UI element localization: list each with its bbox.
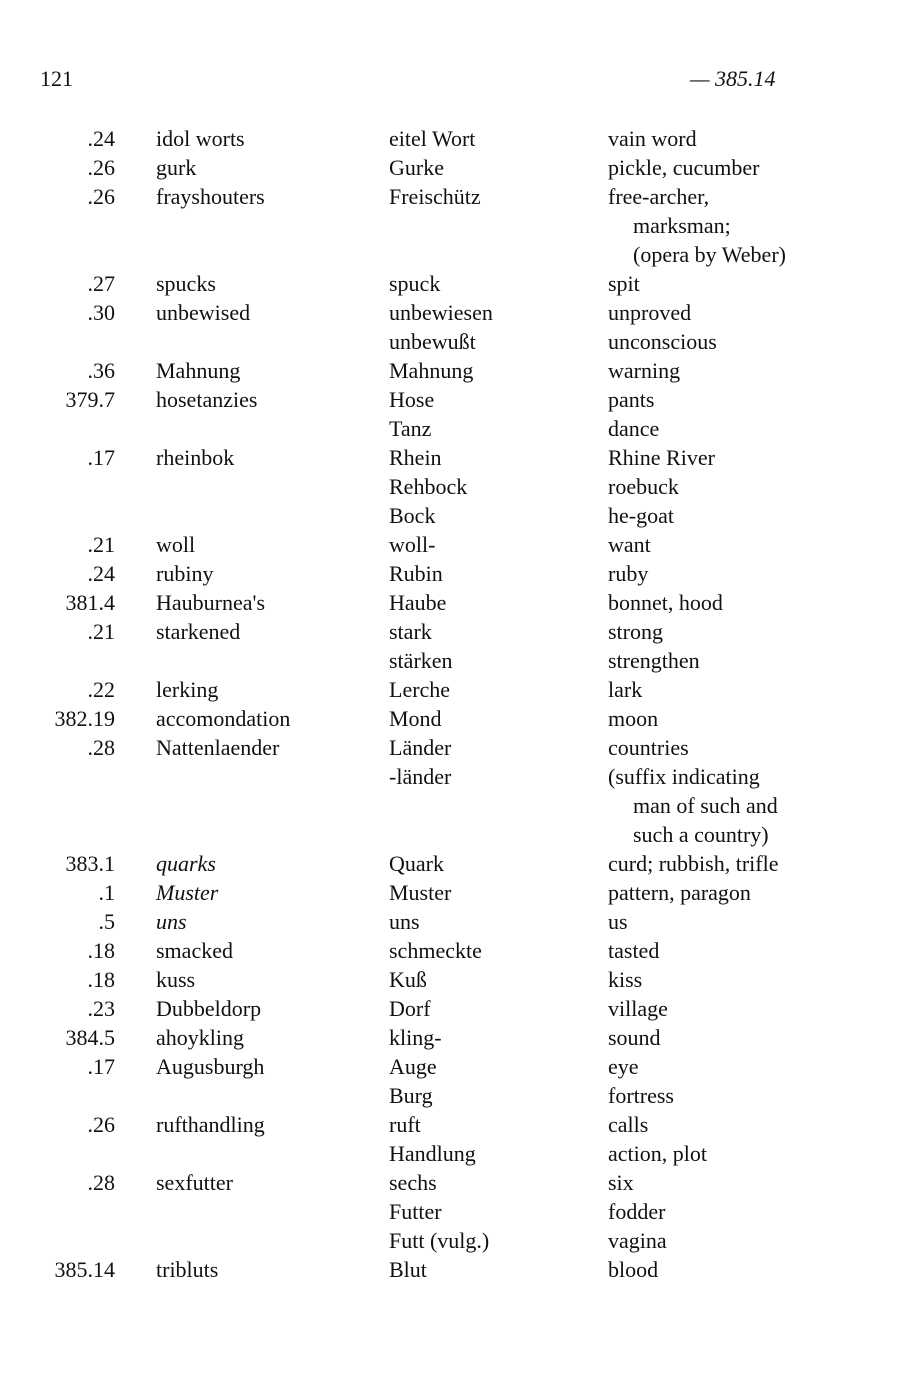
- english-gloss: strong: [608, 619, 663, 644]
- german-source-word: spuck: [389, 271, 441, 296]
- wake-term: Hauburnea's: [156, 590, 266, 615]
- line-reference: .24: [87, 561, 115, 586]
- glossary-row: [0, 791, 902, 820]
- line-reference: .28: [87, 1170, 115, 1195]
- glossary-row: [0, 414, 902, 443]
- glossary-row: [0, 849, 902, 878]
- wake-term: Muster: [156, 880, 219, 905]
- glossary-row: [0, 153, 902, 182]
- english-gloss: unconscious: [608, 329, 717, 354]
- german-source-word: ruft: [389, 1112, 421, 1137]
- german-source-word: stark: [389, 619, 432, 644]
- german-source-word: Haube: [389, 590, 447, 615]
- line-reference: .27: [87, 271, 115, 296]
- german-source-word: unbewiesen: [389, 300, 493, 325]
- english-gloss: pickle, cucumber: [608, 155, 760, 180]
- wake-term: Dubbeldorp: [156, 996, 262, 1021]
- german-source-word: Freischütz: [389, 184, 481, 209]
- glossary-row: [0, 994, 902, 1023]
- english-gloss: he-goat: [608, 503, 674, 528]
- wake-term: frayshouters: [156, 184, 265, 209]
- german-source-word: Lerche: [389, 677, 451, 702]
- glossary-row: [0, 240, 902, 269]
- glossary-row: [0, 530, 902, 559]
- german-source-word: Muster: [389, 880, 452, 905]
- glossary-row: [0, 907, 902, 936]
- english-gloss: marksman;: [633, 213, 731, 238]
- glossary-row: [0, 385, 902, 414]
- wake-term: lerking: [156, 677, 219, 702]
- english-gloss: kiss: [608, 967, 643, 992]
- line-reference: .23: [87, 996, 115, 1021]
- wake-term: kuss: [156, 967, 196, 992]
- wake-term: tribluts: [156, 1257, 219, 1282]
- glossary-row: [0, 472, 902, 501]
- english-gloss: lark: [608, 677, 643, 702]
- glossary-row: [0, 1023, 902, 1052]
- line-reference: .22: [87, 677, 115, 702]
- line-reference: .17: [87, 445, 115, 470]
- german-source-word: sechs: [389, 1170, 437, 1195]
- german-source-word: unbewußt: [389, 329, 476, 354]
- wake-term: unbewised: [156, 300, 251, 325]
- german-source-word: stärken: [389, 648, 453, 673]
- english-gloss: unproved: [608, 300, 692, 325]
- wake-term: idol worts: [156, 126, 245, 151]
- german-source-word: Länder: [389, 735, 452, 760]
- german-source-word: schmeckte: [389, 938, 482, 963]
- glossary-row: [0, 124, 902, 153]
- german-source-word: uns: [389, 909, 420, 934]
- glossary-row: [0, 588, 902, 617]
- glossary-row: [0, 501, 902, 530]
- glossary-row: [0, 762, 902, 791]
- english-gloss: spit: [608, 271, 640, 296]
- german-source-word: woll-: [389, 532, 436, 557]
- glossary-table: [0, 124, 902, 1284]
- german-source-word: Futt (vulg.): [389, 1228, 490, 1253]
- wake-term: rheinbok: [156, 445, 235, 470]
- glossary-row: [0, 704, 902, 733]
- glossary-row: [0, 820, 902, 849]
- line-reference: 383.1: [65, 851, 115, 876]
- line-reference: .28: [87, 735, 115, 760]
- german-source-word: Rhein: [389, 445, 442, 470]
- line-reference: 385.14: [54, 1257, 115, 1282]
- german-source-word: Mond: [389, 706, 442, 731]
- english-gloss: (suffix indicating: [608, 764, 760, 789]
- english-gloss: pattern, paragon: [608, 880, 751, 905]
- glossary-row: [0, 675, 902, 704]
- german-source-word: Hose: [389, 387, 435, 412]
- wake-term: accomondation: [156, 706, 291, 731]
- english-gloss: action, plot: [608, 1141, 707, 1166]
- line-reference: .26: [87, 184, 115, 209]
- line-reference: .17: [87, 1054, 115, 1079]
- wake-term: gurk: [156, 155, 197, 180]
- german-source-word: Mahnung: [389, 358, 474, 383]
- glossary-row: [0, 936, 902, 965]
- english-gloss: dance: [608, 416, 660, 441]
- english-gloss: village: [608, 996, 668, 1021]
- english-gloss: blood: [608, 1257, 659, 1282]
- glossary-row: [0, 965, 902, 994]
- line-reference: .21: [87, 619, 115, 644]
- glossary-row: [0, 269, 902, 298]
- line-reference: .1: [98, 880, 115, 905]
- english-gloss: tasted: [608, 938, 660, 963]
- wake-term: rubiny: [156, 561, 214, 586]
- wake-term: rufthandling: [156, 1112, 265, 1137]
- german-source-word: Burg: [389, 1083, 433, 1108]
- glossary-row: [0, 733, 902, 762]
- line-reference: 384.5: [65, 1025, 115, 1050]
- english-gloss: ruby: [608, 561, 649, 586]
- glossary-row: [0, 327, 902, 356]
- german-source-word: Rehbock: [389, 474, 468, 499]
- english-gloss: man of such and: [633, 793, 778, 818]
- line-reference: 379.7: [65, 387, 115, 412]
- wake-term: Mahnung: [156, 358, 241, 383]
- glossary-row: [0, 443, 902, 472]
- english-gloss: bonnet, hood: [608, 590, 723, 615]
- line-reference: .18: [87, 938, 115, 963]
- english-gloss: roebuck: [608, 474, 679, 499]
- line-reference: .36: [87, 358, 115, 383]
- english-gloss: want: [608, 532, 651, 557]
- line-reference: .24: [87, 126, 115, 151]
- english-gloss: fodder: [608, 1199, 666, 1224]
- wake-term: uns: [156, 909, 187, 934]
- glossary-row: [0, 1081, 902, 1110]
- glossary-row: [0, 182, 902, 211]
- running-head: — 385.14: [690, 66, 776, 91]
- english-gloss: such a country): [633, 822, 769, 847]
- glossary-row: [0, 617, 902, 646]
- wake-term: sexfutter: [156, 1170, 233, 1195]
- german-source-word: Kuß: [389, 967, 427, 992]
- glossary-row: [0, 1052, 902, 1081]
- wake-term: Augusburgh: [156, 1054, 265, 1079]
- english-gloss: countries: [608, 735, 689, 760]
- line-reference: .26: [87, 155, 115, 180]
- wake-term: spucks: [156, 271, 216, 296]
- glossary-row: [0, 211, 902, 240]
- glossary-row: [0, 878, 902, 907]
- wake-term: quarks: [156, 851, 216, 876]
- wake-term: Nattenlaender: [156, 735, 280, 760]
- english-gloss: calls: [608, 1112, 649, 1137]
- line-reference: .5: [98, 909, 115, 934]
- wake-term: ahoykling: [156, 1025, 244, 1050]
- glossary-row: [0, 1255, 902, 1284]
- english-gloss: strengthen: [608, 648, 700, 673]
- english-gloss: fortress: [608, 1083, 674, 1108]
- german-source-word: Quark: [389, 851, 444, 876]
- wake-term: starkened: [156, 619, 241, 644]
- german-source-word: Blut: [389, 1257, 427, 1282]
- english-gloss: free-archer,: [608, 184, 710, 209]
- german-source-word: -länder: [389, 764, 452, 789]
- page-number: 121: [40, 66, 73, 91]
- wake-term: hosetanzies: [156, 387, 258, 412]
- english-gloss: vain word: [608, 126, 697, 151]
- glossary-row: [0, 1139, 902, 1168]
- english-gloss: moon: [608, 706, 659, 731]
- german-source-word: Gurke: [389, 155, 444, 180]
- line-reference: .21: [87, 532, 115, 557]
- english-gloss: (opera by Weber): [633, 242, 786, 267]
- wake-term: woll: [156, 532, 196, 557]
- glossary-row: [0, 298, 902, 327]
- german-source-word: Bock: [389, 503, 436, 528]
- glossary-row: [0, 559, 902, 588]
- line-reference: .18: [87, 967, 115, 992]
- english-gloss: us: [608, 909, 628, 934]
- line-reference: .26: [87, 1112, 115, 1137]
- glossary-row: [0, 1110, 902, 1139]
- german-source-word: eitel Wort: [389, 126, 476, 151]
- glossary-row: [0, 1226, 902, 1255]
- english-gloss: eye: [608, 1054, 639, 1079]
- glossary-row: [0, 646, 902, 675]
- glossary-row: [0, 1168, 902, 1197]
- english-gloss: Rhine River: [608, 445, 715, 470]
- german-source-word: Tanz: [389, 416, 432, 441]
- german-source-word: Auge: [389, 1054, 437, 1079]
- german-source-word: Futter: [389, 1199, 442, 1224]
- german-source-word: kling-: [389, 1025, 442, 1050]
- english-gloss: pants: [608, 387, 655, 412]
- line-reference: 382.19: [54, 706, 115, 731]
- glossary-row: [0, 356, 902, 385]
- german-source-word: Handlung: [389, 1141, 476, 1166]
- german-source-word: Dorf: [389, 996, 431, 1021]
- english-gloss: curd; rubbish, trifle: [608, 851, 779, 876]
- english-gloss: six: [608, 1170, 634, 1195]
- german-source-word: Rubin: [389, 561, 443, 586]
- english-gloss: warning: [608, 358, 681, 383]
- line-reference: 381.4: [65, 590, 115, 615]
- english-gloss: vagina: [608, 1228, 667, 1253]
- glossary-row: [0, 1197, 902, 1226]
- wake-term: smacked: [156, 938, 233, 963]
- english-gloss: sound: [608, 1025, 661, 1050]
- line-reference: .30: [87, 300, 115, 325]
